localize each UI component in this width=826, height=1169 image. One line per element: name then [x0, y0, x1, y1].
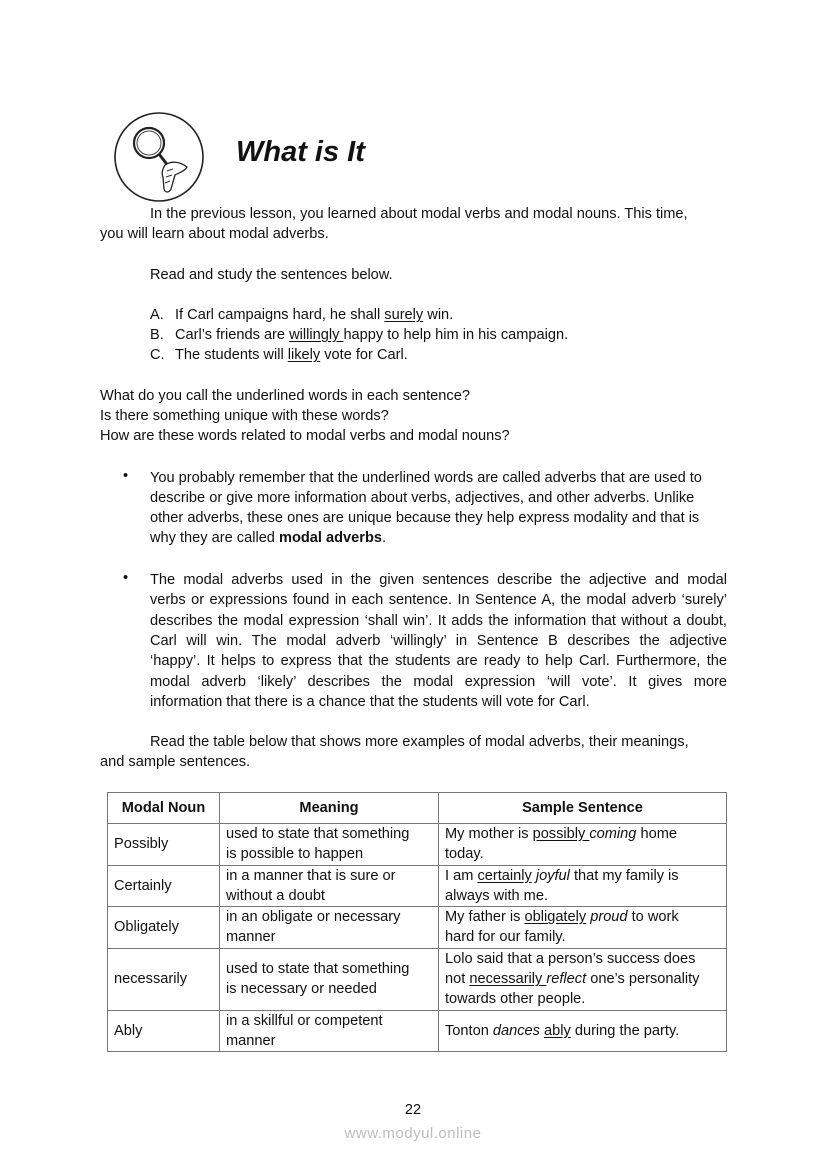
bullet-1-period: .	[382, 530, 387, 546]
modal-adverb: obligately	[524, 909, 587, 926]
sentence-text: to work	[627, 909, 679, 926]
modal-adverb-cell: Certainly	[108, 865, 220, 907]
table-intro-line-2: and sample sentences.	[100, 754, 251, 770]
sentence-text: My father is	[445, 909, 525, 926]
meaning-line: manner	[226, 1033, 276, 1050]
sample-sentence-line	[445, 927, 720, 947]
example-sentence	[150, 325, 777, 345]
question-3: How are these words related to modal verbs and modal nouns?	[100, 428, 510, 444]
meaning-line: used to state that something	[226, 826, 410, 842]
sentence-text: If Carl campaigns hard, he shall	[175, 307, 385, 323]
modal-adverb: ably	[544, 1022, 571, 1039]
modal-adverb: possibly	[532, 826, 590, 842]
header-sample-sentence: Sample Sentence	[439, 793, 727, 824]
sentence-text: The students will	[175, 347, 288, 363]
sample-sentence-line	[445, 866, 720, 886]
sample-sentence-cell	[439, 824, 727, 866]
sentence-text: happy to help him in his campaign.	[343, 327, 569, 343]
meaning-line: manner	[226, 929, 276, 946]
bullet-1-line-2: describe or give more information about verbs, adjectives, and other adverbs. Unlike	[150, 490, 695, 506]
bullet-2-line: Carl will win. The modal adverb ‘willingly’ in Sentence B describes the adjective	[150, 632, 727, 649]
modified-word: joyful	[535, 867, 570, 884]
sentence-text: always with me.	[445, 887, 548, 904]
table-row	[108, 1010, 727, 1052]
example-sentence	[150, 305, 777, 325]
meaning-line: in a manner that is sure or	[226, 867, 396, 884]
meaning-cell	[220, 948, 439, 1010]
modified-word: reflect	[546, 971, 587, 988]
sentence-text: win.	[423, 307, 454, 323]
page-number: 22	[404, 1102, 422, 1118]
sentence-text: that my family is	[569, 867, 679, 884]
sentence-letter: C.	[150, 347, 165, 363]
bullet-2-line: ‘happy’. It helps to express that the students are ready to help Carl. Furthermore, the	[150, 653, 727, 670]
bullet-2-line: The modal adverbs used in the given sentences describe the adjective and modal	[150, 572, 727, 588]
sample-sentence-line	[445, 824, 720, 844]
bullet-2-line: verbs or expressions found in each sentence. In Sentence A, the modal adverb ‘surely’	[150, 592, 727, 609]
sample-sentence-cell	[439, 948, 727, 1010]
bullet-1-text: why they are called	[150, 530, 279, 546]
modal-adverb-cell: necessarily	[108, 948, 220, 1010]
table-intro-line-1: Read the table below that shows more examples of modal adverbs, their meanings,	[150, 734, 689, 750]
bullet-1-line-1: You probably remember that the underlined words are called adverbs that are used to	[150, 470, 702, 486]
sentence-text: Lolo said that a person’s success does	[445, 950, 696, 967]
sentence-text: home	[636, 826, 677, 842]
table-row	[108, 948, 727, 1010]
sentence-letter: B.	[150, 327, 164, 343]
modal-adverb-cell: Possibly	[108, 824, 220, 866]
instruction-text: Read and study the sentences below.	[150, 267, 393, 283]
modified-word: coming	[589, 826, 637, 842]
meaning-cell	[220, 824, 439, 866]
magnifying-glass-icon	[113, 111, 205, 203]
modified-word: dances	[492, 1022, 540, 1039]
question-2: Is there something unique with these words?	[100, 408, 389, 424]
sample-sentence-cell	[439, 1010, 727, 1052]
header-meaning: Meaning	[220, 793, 439, 824]
section-title: What is It	[236, 136, 365, 168]
watermark: www.modyul.online	[344, 1125, 482, 1142]
modal-adverb: necessarily	[469, 971, 547, 988]
sentence-text: My mother is	[445, 826, 533, 842]
bullet-1-bold-term: modal adverbs	[278, 530, 382, 546]
table-row	[108, 907, 727, 949]
meaning-cell	[220, 865, 439, 907]
meaning-line: is necessary or needed	[226, 981, 377, 998]
meaning-line: in a skillful or competent	[226, 1012, 383, 1029]
sentence-text: one’s personality	[586, 971, 700, 988]
modal-adverbs-table	[107, 792, 727, 1052]
sample-sentence-line	[445, 949, 720, 969]
bullet-icon: •	[123, 570, 129, 586]
sample-sentence-line	[445, 969, 720, 989]
sentence-text: Carl’s friends are	[175, 327, 290, 343]
intro-line-2: you will learn about modal adverbs.	[100, 226, 329, 242]
sample-sentence-line	[445, 907, 720, 927]
sentence-text: towards other people.	[445, 991, 586, 1008]
meaning-line: without a doubt	[226, 887, 325, 904]
sentence-text: vote for Carl.	[320, 347, 408, 363]
intro-line-1: In the previous lesson, you learned about modal verbs and modal nouns. This time,	[150, 206, 688, 222]
modified-word: proud	[590, 909, 628, 926]
bullet-icon: •	[123, 468, 129, 484]
sentence-text: during the party.	[570, 1022, 680, 1039]
modal-adverb: likely	[287, 347, 321, 363]
sample-sentence-line	[445, 989, 720, 1009]
modal-adverb: willingly	[289, 327, 344, 343]
meaning-cell	[220, 1010, 439, 1052]
question-1: What do you call the underlined words in each sentence?	[100, 388, 470, 404]
table-row	[108, 865, 727, 907]
modal-adverb: certainly	[477, 867, 532, 884]
sample-sentence-line	[445, 1021, 720, 1041]
sample-sentence-line	[445, 844, 720, 864]
meaning-line: used to state that something	[226, 960, 410, 977]
sample-sentence-line	[445, 886, 720, 906]
sentence-letter: A.	[150, 307, 164, 323]
example-sentence	[150, 345, 777, 365]
sentence-text: not	[445, 971, 470, 988]
sample-sentence-cell	[439, 907, 727, 949]
sentence-text: Tonton	[445, 1022, 493, 1039]
bullet-1-line-3: other adverbs, these ones are unique because they help express modality and that is	[150, 510, 700, 526]
meaning-line: is possible to happen	[226, 846, 364, 863]
sentence-text: I am	[445, 867, 478, 884]
modal-adverb: surely	[384, 307, 424, 323]
bullet-2-line: information that there is a chance that the students will vote for Carl.	[150, 693, 590, 710]
meaning-line: in an obligate or necessary	[226, 909, 401, 926]
sentence-text: hard for our family.	[445, 929, 566, 946]
sample-sentence-cell	[439, 865, 727, 907]
bullet-2-line: modal adverb ‘likely’ describes the modal expression ‘will vote’. It gives more	[150, 673, 727, 690]
meaning-cell	[220, 907, 439, 949]
table-row	[108, 824, 727, 866]
bullet-1-line-4	[150, 528, 727, 548]
bullet-2-line: describes the modal expression ‘shall win’. It adds the information that without a doubt,	[150, 612, 727, 629]
modal-adverb-cell: Ably	[108, 1010, 220, 1052]
modal-adverb-cell: Obligately	[108, 907, 220, 949]
table-header-row	[108, 793, 727, 824]
sentence-text: today.	[445, 846, 484, 863]
header-modal-noun: Modal Noun	[108, 793, 220, 824]
